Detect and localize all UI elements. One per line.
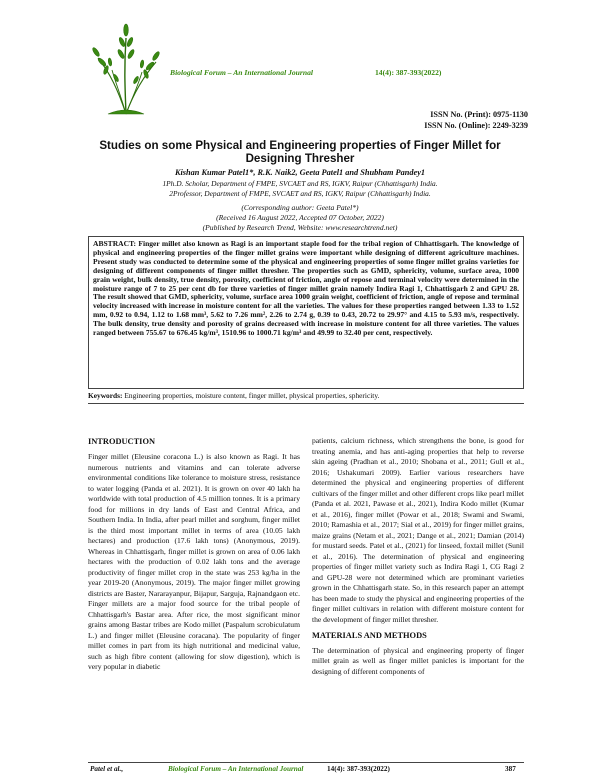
publisher-line: (Published by Research Trend, Website: www.researchtrend.net) [202, 223, 398, 232]
intro-paragraph: Finger millet (Eleusine coracona L.) is also known as Ragi. It has numerous nutrients and vitamins and can tolerate adverse environmental conditions like tolerance to moisture stress, resistance to water logging (Panda et al. 2021). It is grown on over 40 lakh ha worldwide with total production of 4.5 million tonnes. It is a primary food for millions in dry lands of East and Central Africa, and Southern India. In India, after pearl millet and sorghum, finger millet is the third most important millet in terms of area (10.05 lakh hectares) and production (17.6 lakh tons) (Anonymous, 2019). Whereas in Chhattisgarh, finger millet is grown on area of 0.06 lakh hectares with the production of 0.02 lakh tons and the average productivity of finger millet crop in the state was 253 kg/ha in the year 2019-20 (Anonymous, 2019). The major finger millet growing districts are Baster, Nararayanpur, Bijapur, Sarguja, Rajnandgaon etc. Finger millets are a major food source for the tribal people of Chhattisgarh's Bastar area. After rice, the most significant minor grains among Bastar tribes are Kodo millet (Paspalum scrobiculatum L.) and finger millet (Eleusine coracana). The popularity of finger millet comes in part from its high nutritional and medicinal value, such as high fibre content (allowing for slow digestion), which is very popular in diabetic [88, 452, 300, 671]
journal-volume: 14(4): 387-393(2022) [375, 68, 442, 77]
journal-name: Biological Forum – An International Journal [170, 68, 313, 77]
keywords-text: Engineering properties, moisture content, finger millet, physical properties, sphericity. [124, 391, 380, 400]
right-paragraph: patients, calcium richness, which strengthens the bone, is good for treating anemia, and has anti-aging properties that help to reverse skin ageing (Pradhan et al., 2010; Shobana et al., 2011; Gull et al., 2016; Ushakumari 2009). Earlier various researchers have determined the physical and engineering properties of different cultivars of the finger millet and other different crops like pearl millet (Panda et al. 2021, Pawase et al., 2021), Indira Kodo millet (Kumar et al., 2016), finger millet (Powar et al., 2018; Swami and Swami, 2010; Ramashia et al., 2017; Sial et al., 2019) for finger millet grains, maize grains (Netam et al., 2021; Dange et al., 2021; Damian (2014) for mustard seeds. Patel et al., (2021) for linseed, foxtail millet (Sunil et al., 2016). The determination of physical and engineering properties of finger millet variety such as Indira Ragi 1, CG Ragi 2 and GPU-28 were not determined which are prominant varieties grown in the Chhattisgarh state. So, in this research paper an attempt has been made to study the physical and engineering properties of the finger millet cultivars in relation with different moisture content for the development of finger millet thresher. [312, 436, 524, 624]
methods-heading: MATERIALS AND METHODS [312, 631, 427, 640]
footer-journal: Biological Forum – An International Journal [168, 765, 304, 773]
footer-divider [88, 762, 524, 763]
introduction-heading: INTRODUCTION [88, 437, 156, 446]
corresponding-author: (Corresponding author: Geeta Patel*) [241, 203, 359, 212]
received-dates: (Received 16 August 2022, Accepted 07 October, 2022) [216, 213, 384, 222]
keywords-row [88, 391, 524, 404]
methods-paragraph: The determination of physical and engineering property of finger millet grain as well as finger millet panicles is important for the designing of different components of [312, 645, 524, 676]
author-list: Kishan Kumar Patel1*, R.K. Naik2, Geeta Patel1 and Shubham Pandey1 [174, 168, 426, 177]
affiliation-2: 2Professor, Department of FMPE, SVCAET and RS, IGKV, Raipur (Chhattisgarh) India. [169, 189, 431, 198]
abstract-text: ABSTRACT: Finger millet also known as Ragi is an important staple food for the tribal region of Chhattisgarh. The knowledge of physical and engineering properties of the finger millet grains were important while designing of different agriculture machines. Present study was conducted to determine some of the physical and engineering properties of some finger millet grains varieties for designing of different components of finger millet thresher. The properties such as GMD, sphericity, volume, surface area, 1000 grain weight, bulk density, true density, porosity, coefficient of friction, angle of repose and terminal velocity were determined in the moisture range of 7 to 25 per cent db for three varieties of finger millet grain namely Indira Ragi 1, Chhattisgarh 2 and GPU 28. The result showed that GMD, sphericity, volume, surface area 1000 grain weight, coefficient of friction, angle of repose and terminal velocity increased with increase in moisture content for all the varieties. The values for these properties ranged between 1.33 to 1.52 mm, 0.92 to 0.94, 1.12 to 1.68 mm³, 5.62 to 7.26 mm², 2.26 to 2.74 g, 0.39 to 0.43, 20.72 to 29.97° and 4.15 to 5.93 m/s, respectively. The bulk density, true density and porosity of grains decreased with increase in moisture content for all three varieties. The values ranged between 755.67 to 676.45 kg/m³, 1510.96 to 1000.71 kg/m³ and 49.99 to 32.40 per cent, respectively. [93, 239, 519, 338]
issn-print: ISSN No. (Print): 0975-1130 [430, 110, 528, 119]
right-column [312, 436, 524, 766]
article-title: Studies on some Physical and Engineering properties of Finger Millet for Designing Thresher [99, 139, 501, 165]
footer-authors: Patel et al., [90, 765, 124, 773]
footer-volume: 14(4): 387-393(2022) [327, 765, 390, 773]
plant-logo-icon [88, 18, 164, 118]
page-number: 387 [505, 765, 516, 773]
introduction-text [88, 452, 300, 762]
affiliation-1: 1Ph.D. Scholar, Department of FMPE, SVCAET and RS, IGKV, Raipur (Chhattisgarh) India. [162, 179, 438, 188]
issn-online: ISSN No. (Online): 2249-3239 [424, 121, 528, 130]
keywords-label: Keywords: [88, 391, 123, 400]
abstract-box [88, 236, 524, 389]
